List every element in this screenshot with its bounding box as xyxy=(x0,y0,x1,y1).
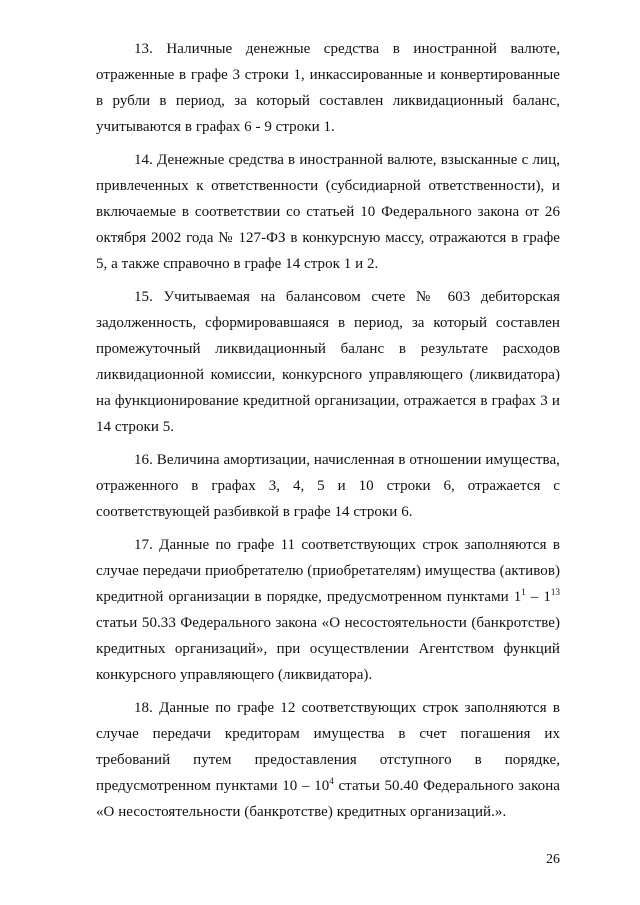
paragraph-17-range-separator: – 1 xyxy=(525,589,551,605)
paragraph-17-text-end: статьи 50.33 Федерального закона «О несостоятельности (банкротстве) кредитных организаций», при осуществлении Агентством функций конкурсного управляющего (ликвидатора). xyxy=(96,615,560,683)
paragraph-17-superscript-start: 1 xyxy=(521,587,526,597)
paragraph-15: 15. Учитываемая на балансовом счете № 603 дебиторская задолженность, сформировавшаяся в период, за который составлен промежуточный ликвидационный баланс в результате расходов ликвидационной комиссии, конкурсного управляющего (ликвидатора) на функционирование кредитной организации, отражается в графах 3 и 14 строки 5. xyxy=(96,289,560,435)
paragraph-16: 16. Величина амортизации, начисленная в отношении имущества, отраженного в графах 3, 4, 5 и 10 строки 6, отражается с соответствующей разбивкой в графе 14 строки 6. xyxy=(96,452,560,520)
page-number: 26 xyxy=(546,852,560,867)
paragraph-14: 14. Денежные средства в иностранной валюте, взысканные с лиц, привлеченных к ответственности (субсидиарной ответственности), и включаемые в соответствии со статьей 10 Федерального закона от 26 октября 2002 года № 127-ФЗ в конкурсную массу, отражаются в графе 5, а также справочно в графе 14 строк 1 и 2. xyxy=(96,152,560,272)
document-body xyxy=(96,36,560,832)
paragraph-17-text-start: 17. Данные по графе 11 соответствующих строк заполняются в случае передачи приобретателю (приобретателям) имущества (активов) кредитной организации в порядке, предусмотренном пунктами 1 xyxy=(96,537,560,605)
paragraph-13: 13. Наличные денежные средства в иностранной валюте, отраженные в графе 3 строки 1, инкассированные и конвертированные в рубли в период, за который составлен ликвидационный баланс, учитываются в графах 6 - 9 строки 1. xyxy=(96,41,560,135)
paragraph-18-text-start: 18. Данные по графе 12 соответствующих строк заполняются в случае передачи кредиторам имущества в счет погашения их требований путем предоставления отступного в порядке, предусмотренном пунктами 10 – 10 xyxy=(96,700,560,794)
paragraph-17 xyxy=(96,532,560,688)
paragraph-18 xyxy=(96,695,560,825)
paragraph-18-superscript: 4 xyxy=(329,776,334,786)
paragraph-18-text-end: статьи 50.40 Федерального закона «О несостоятельности (банкротстве) кредитных организаций.». xyxy=(96,778,560,820)
paragraph-17-superscript-end: 13 xyxy=(550,587,560,597)
